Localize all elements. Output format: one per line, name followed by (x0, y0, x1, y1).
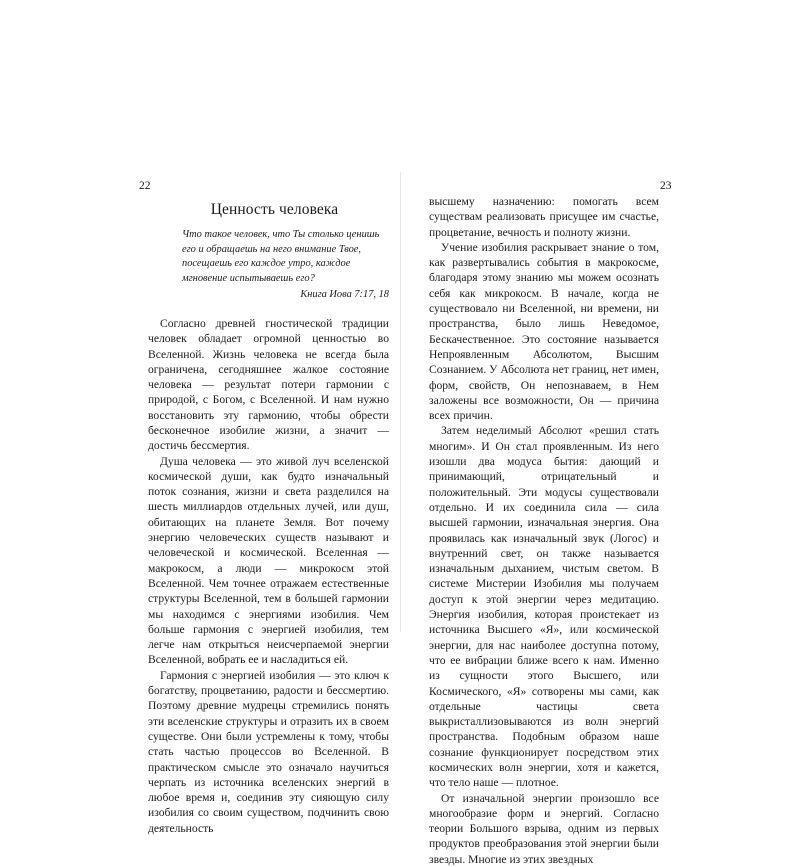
paragraph: От изначальной энергии произошло все многообразие форм и энергий. Согласно теории Большого взрыва, одним из первых продуктов преобразования этой энергии были звезды. Многие из этих звездных (429, 791, 659, 866)
paragraph: высшему назначению: помогать всем существам реализовать присущее им счастье, процветание, вечность и полноту жизни. (429, 195, 659, 239)
paragraph: Душа человека — это живой луч вселенской космической души, как будто изначальный поток сознания, жизни и света разделился на шесть миллиардов отдельных лучей, или душ, обитающих на планете Земля. Вот почему энергию человеческих существ называют и человеческой и космической. Вселенная — макрокосм, а люди — микрокосм этой Вселенной. Чем точнее отражаем естественные структуры Вселенной, тем в большей гармонии мы находимся с энергиями изобилия. Чем больше гармония с энергией изобилия, тем легче нам открыться неисчерпаемой энергии Вселенной, вобрать ее и насладиться ей. (148, 454, 389, 667)
right-page (429, 194, 659, 867)
paragraph: Согласно древней гностической традиции человек обладает огромной ценностью во Вселенной. Жизнь человека не всегда была ограничена, сегодняшнее жалкое состояние человека — результат потери гармонии с природой, с Богом, с Вселенной. И нам нужно восстановить эту гармонию, чтобы обрести бесконечное изобилие жизни, а значит — достичь бессмертия. (148, 316, 389, 453)
chapter-title: Ценность человека (210, 201, 339, 218)
paragraph: Учение изобилия раскрывает знание о том, как развертывались события в макрокосме, благодаря этому знанию мы можем осознать себя как микрокосм. В начале, когда не существовало ни Вселенной, ни времени, ни пространства, было лишь Неведомое, Бескачественное. Это состояние называется Непроявленным Абсолютом, Высшим Сознанием. У Абсолюта нет границ, нет имен, форм, свойств, Он непознаваем, в Нем заложены все возможности, Он — причина всех причин. (429, 240, 659, 423)
page-number-left: 22 (139, 180, 151, 192)
epigraph-source: Книга Иова 7:17, 18 (300, 288, 389, 300)
page-number-right: 23 (660, 180, 672, 192)
book-spread (111, 172, 689, 866)
left-page (148, 202, 389, 836)
paragraph: Гармония с энергией изобилия — это ключ к богатству, процветанию, радости и бессмертию. Поэтому древние мудрецы стремились понять эти вселенские структуры и отразить их в своем существе. Они были устремлены к тому, чтобы стать частью процессов во Вселенной. В практическом смысле это означало научиться черпать из источника вселенских энергий в любое время и, соединив эту сияющую силу изобилия со своим существом, подчинить свою деятельность (148, 668, 389, 835)
epigraph: Что такое человек, что Ты столько ценишь его и обращаешь на него внимание Твое, посещаешь его каждое утро, каждое мгновение испытываешь его? (182, 229, 380, 284)
book-gutter (400, 172, 401, 632)
paragraph: Затем неделимый Абсолют «решил стать многим». И Он стал проявленным. Из него изошли два модуса бытия: дающий и принимающий, отрицательный и положительный. Эти модусы существовали отдельно. И их соединила сила — сила высшей гармонии, изначальная энергия. Она проявилась как изначальный звук (Логос) и внутренний свет, он также называется изначальным дыханием, чистым светом. В системе Мистерии Изобилия мы получаем доступ к этой энергии через медитацию. Энергия изобилия, которая проистекает из источника Высшего «Я», или космической энергии, для нас наиболее доступна потому, что ее вибрации ближе всего к нам. Именно из сущности этого Высшего, или Космического, «Я» сотворены мы сами, как отдельные частицы света выкристаллизовываются из волн энергий пространства. Подобным образом наше сознание функционирует посредством этих космических волн энергии, хотя и кажется, что тело наше — плотное. (429, 424, 659, 790)
